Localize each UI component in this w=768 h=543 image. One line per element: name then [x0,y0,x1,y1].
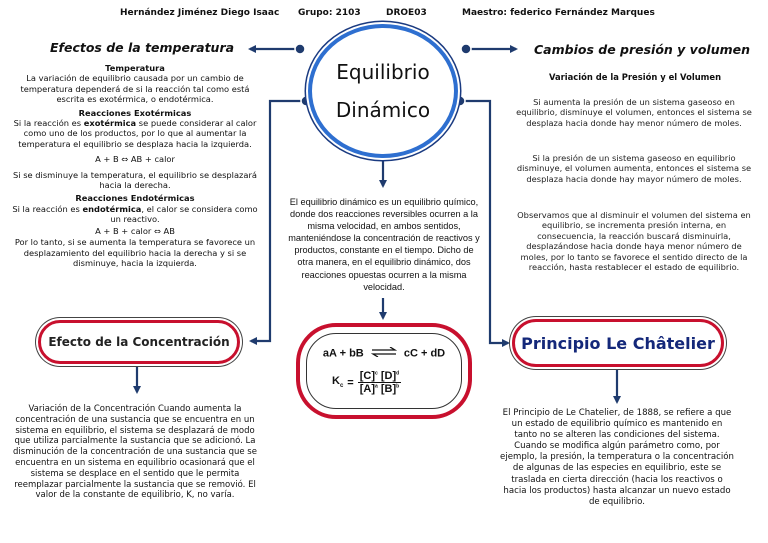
concentration-oval [38,320,240,364]
chatelier-text: El Principio de Le Chatelier, de 1888, se refiere a que un estado de equilibrio químico es mantenido en tanto no se alteren las condiciones del sistema. Cuando se modifica algún parámetro como, por ejemplo, la presión, la temperatura o la concentración de algunas de las especies en equilibrio, este se traslada en cierta dirección (hacia los reactivos o hacia los productos) hasta alcanzar un nuevo estado de equilibrio. [500,408,734,507]
connector-dot [461,44,471,54]
course-code: DROE03 [386,8,427,18]
central-title-line2: Dinámico [335,98,431,122]
pressure-section-title: Cambios de presión y volumen [534,42,750,57]
k-symbol: $K_c$ [332,375,344,390]
endothermic-paragraph: Si la reacción es endotérmica, el calor se considera como un reactivo. [12,203,258,225]
exothermic-equation: A + B ⇔ AB + calor [95,154,175,165]
teacher-label: Maestro: federico Fernández Marques [462,8,655,18]
group-label: Grupo: 2103 [298,8,361,18]
central-oval [308,24,458,158]
endothermic-subtitle: Reacciones Endotérmicas [75,193,195,204]
temperature-subtitle: Temperatura [105,63,165,73]
exothermic-subtitle: Reacciones Exotérmicas [78,107,192,118]
pressure-paragraph-2: Si la presión de un sistema gaseoso en equilibrio disminuye, el volumen aumenta, entonces el sistema se desplaza hacia donde hay mayor número de moles. [516,153,752,184]
denominator-a: [A] [359,383,376,395]
reaction-left: aA + bB [322,347,364,360]
reaction-equation [300,347,468,360]
temperature-section-title: Efectos de la temperatura [50,40,235,55]
equilibrium-arrows-icon [371,347,397,360]
endothermic-conclusion-paragraph: Por lo tanto, si se aumenta la temperatura se favorece un desplazamiento del equilibrio hacia la derecha y si se disminuye, hacia la izquierda. [14,237,256,268]
pressure-subtitle: Variación de la Presión y el Volumen [548,72,722,82]
exothermic-paragraph: Si la reacción es exotérmica se puede considerar al calor como uno de los productos, por lo que al aumentar la temperatura el equilibrio se desplaza hacia la izquierda. [13,118,257,149]
chatelier-oval [512,319,724,367]
numerator-c: [C] [359,370,376,382]
author-name: Hernández Jiménez Diego Isaac [120,8,280,18]
concentration-text: Variación de la Concentración Cuando aumenta la concentración de una sustancia que se encuentra en un sistema en equilibrio, el sistema se desplazará de modo que utiliza parcialmente la sustancia que se adicionó. La disminución de la concentración de una sustancia que se encuentra en un sistema en equilibrio ocasionará que el sistema se desplace en el sentido que le permita reemplazar parcialmente la sustancia que se removió. El valor de la constante de equilibrio, K, no varía. [13,404,257,501]
equilibrium-constant-formula: $K_c$ = $\frac{[C]^c [D]^d}{[A]^a [B]^b}$ [332,370,400,395]
center-definition-text: El equilibrio dinámico es un equilibrio químico, donde dos reacciones reversibles ocurren a la misma velocidad, en ambos sentidos, manteniéndose la concentración de reactivos y productos, constante en el tiempo. Dicho de otra manera, en el equilibrio dinámico, dos reacciones opuestas ocurren a la misma velocidad. [288,197,480,292]
numerator-d: [D] [380,370,397,382]
central-title-line1: Equilibrio [336,60,430,84]
temperature-paragraph: La variación de equilibrio causada por un cambio de temperatura dependerá de si la reacción tal como está escrita es exotérmica, o endotérmica. [20,73,250,105]
chatelier-title: Principio Le Châtelier [521,333,715,353]
formula-box [296,323,472,419]
temperature-section-body [8,63,262,268]
pressure-paragraph-3: Observamos que al disminuir el volumen del sistema en equilibrio, se incrementa presión interna, en consecuencia, la reacción buscará disminuirla, desplazándose hacia donde haya menor número de moles, por lo tanto se favorece el sentido directo de la reacción, hasta restablecer el estado de equilibrio. [517,210,751,273]
k-fraction: $\frac{[C]^c [D]^d}{[A]^a [B]^b}$ [359,370,400,395]
concentration-title: Efecto de la Concentración [48,335,230,349]
connector-dot [295,44,305,54]
exothermic-decrease-paragraph: Si se disminuye la temperatura, el equilibrio se desplazará hacia la derecha. [13,169,257,191]
denominator-b: [B] [380,383,397,395]
pressure-paragraph-1: Si aumenta la presión de un sistema gaseoso en equilibrio, disminuye el volumen, entonces el sistema se desplaza hacia donde hay menor número de moles. [516,97,752,128]
endothermic-equation: A + B + calor ⇔ AB [95,225,175,236]
reaction-right: cC + dD [403,347,446,360]
